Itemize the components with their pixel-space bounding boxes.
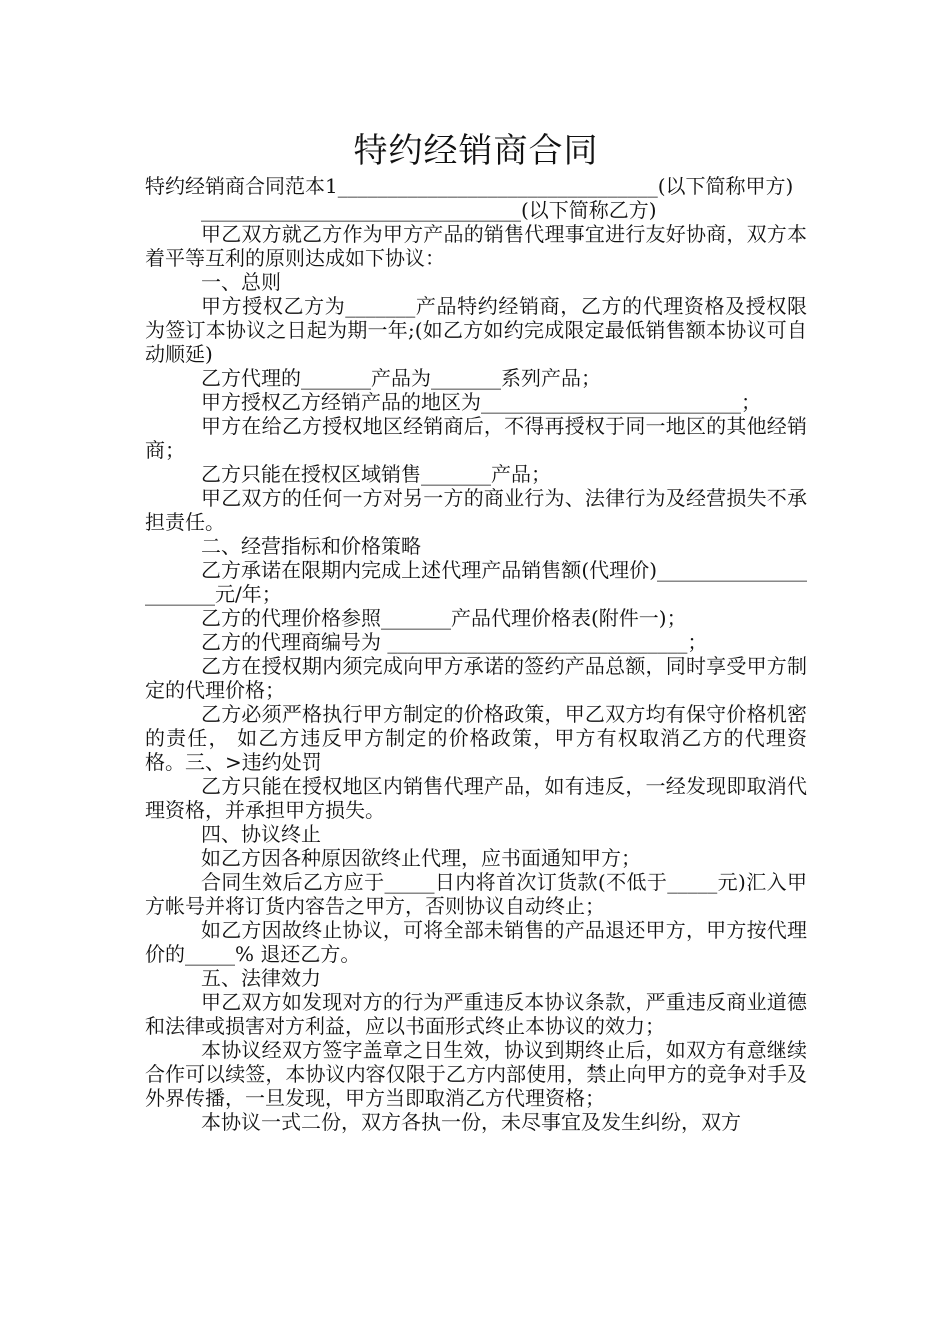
clause-paragraph: 甲乙双方如发现对方的行为严重违反本协议条款，严重违反商业道德和法律或损害对方利益，应以书面形式终止本协议的效力； (145, 990, 807, 1038)
document-title: 特约经销商合同 (353, 131, 599, 171)
clause-paragraph: 合同生效后乙方应于_____日内将首次订货款(不低于_____元)汇入甲方帐号并将订货内容告之甲方，否则协议自动终止； (145, 870, 807, 918)
preamble: 甲乙双方就乙方作为甲方产品的销售代理事宜进行友好协商，双方本着平等互利的原则达成如下协议： (145, 222, 807, 270)
clause-paragraph: 甲乙双方的任何一方对另一方的商业行为、法律行为及经营损失不承担责任。 (145, 486, 807, 534)
section-heading: 一、总则 (201, 270, 281, 294)
clause-paragraph: 乙方在授权期内须完成向甲方承诺的签约产品总额，同时享受甲方制定的代理价格； (145, 654, 807, 702)
clause-paragraph: 乙方只能在授权地区内销售代理产品，如有违反，一经发现即取消代理资格，并承担甲方损失。 (145, 774, 807, 822)
clause-paragraph: 乙方的代理商编号为 ______________________________； (201, 630, 708, 654)
clause-paragraph: 乙方代理的_______产品为_______系列产品； (201, 366, 601, 390)
clause-paragraph: 本协议一式二份，双方各执一份，未尽事宜及发生纠纷，双方 (201, 1110, 741, 1134)
clause-paragraph: 如乙方因各种原因欲终止代理，应书面通知甲方； (201, 846, 641, 870)
clause-paragraph: 乙方只能在授权区域销售_______产品； (201, 462, 551, 486)
clause-paragraph: 乙方的代理价格参照_______产品代理价格表(附件一)； (201, 606, 687, 630)
intro-party-b: ________________________________(以下简称乙方) (201, 198, 657, 222)
section-heading: 二、经营指标和价格策略 (201, 534, 421, 558)
clause-paragraph: 甲方授权乙方为_______产品特约经销商，乙方的代理资格及授权限为签订本协议之日起为期一年;(如乙方如约完成限定最低销售额本协议可自动顺延) (145, 294, 807, 366)
section-heading: 四、协议终止 (201, 822, 321, 846)
clause-paragraph: 如乙方因故终止协议，可将全部未销售的产品退还甲方，甲方按代理价的_____% 退还乙方。 (145, 918, 807, 966)
section-heading: 五、法律效力 (201, 966, 321, 990)
clause-paragraph: 乙方必须严格执行甲方制定的价格政策，甲乙双方均有保守价格机密的责任， 如乙方违反甲方制定的价格政策，甲方有权取消乙方的代理资格。三、>违约处罚 (145, 702, 807, 774)
clause-paragraph: 甲方授权乙方经销产品的地区为__________________________； (201, 390, 761, 414)
clause-paragraph: 乙方承诺在限期内完成上述代理产品销售额(代理价)______________________元/年； (145, 558, 807, 606)
document-page (145, 126, 807, 1134)
clause-paragraph: 甲方在给乙方授权地区经销商后，不得再授权于同一地区的其他经销商； (145, 414, 807, 462)
intro-party-a: 特约经销商合同范本1________________________________(以下简称甲方) (145, 174, 794, 198)
clause-paragraph: 本协议经双方签字盖章之日生效，协议到期终止后，如双方有意继续合作可以续签，本协议内容仅限于乙方内部使用，禁止向甲方的竞争对手及外界传播，一旦发现，甲方当即取消乙方代理资格； (145, 1038, 807, 1110)
